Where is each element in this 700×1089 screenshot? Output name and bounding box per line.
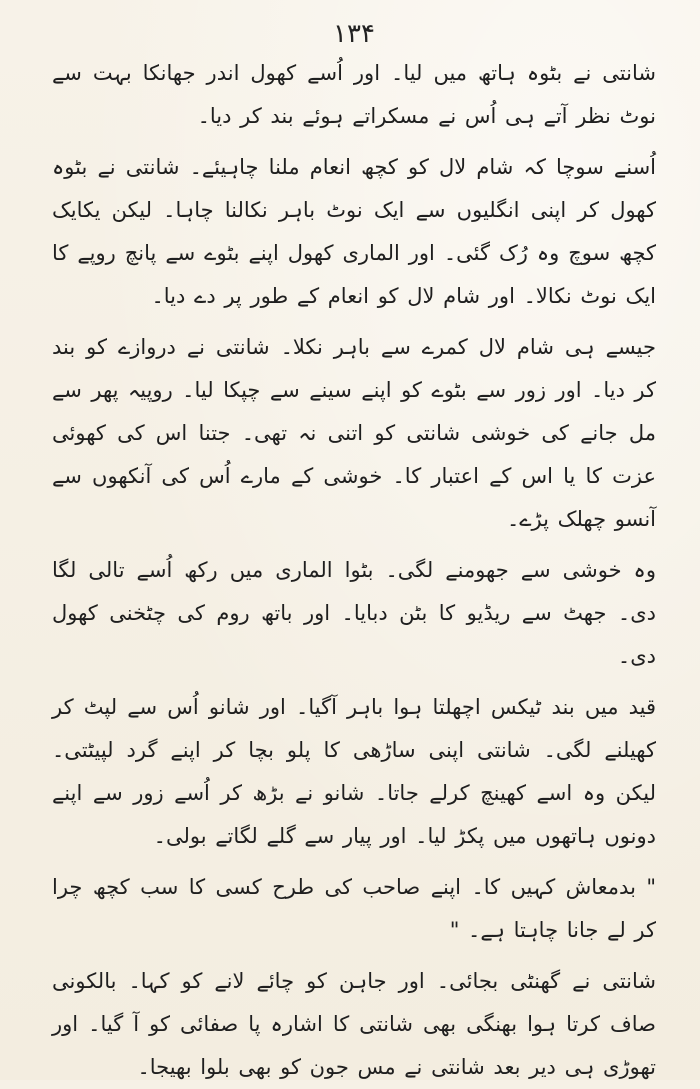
paragraph: قید میں بند ٹیکس اچھلتا ہوا باہر آگیا۔ اور شانو اُس سے لپٹ کر کھیلنے لگی۔ شانتی اپنی ساڑھی کا پلو بچا کر اپنے گرد لپیٹتی۔ لیکن وہ اسے کھینچ کرلے جاتا۔ شانو نے بڑھ کر اُسے زور سے اپنے دونوں ہاتھوں میں پکڑ لیا۔ اور پیار سے گلے لگاتے بولی۔ — [52, 695, 656, 848]
paragraph: شانتی نے بٹوہ ہاتھ میں لیا۔ اور اُسے کھول اندر جھانکا بہت سے نوٹ نظر آتے ہی اُس نے مسکراتے ہوئے بند کر دیا۔ — [52, 61, 656, 128]
body-text — [52, 52, 656, 1089]
paragraph: شانتی نے گھنٹی بجائی۔ اور جاہن کو چائے لانے کو کہا۔ بالکونی صاف کرتا ہوا بھنگی بھی شانتی کا اشارہ پا صفائی کو آ گیا۔ اور تھوڑی ہی دیر بعد شانتی نے مس جون کو بھی بلوا بھیجا۔ — [52, 969, 656, 1079]
page-number: ۱۳۴ — [333, 19, 375, 49]
paragraph: " بدمعاش کہیں کا۔ اپنے صاحب کی طرح کسی کا سب کچھ چرا کر لے جانا چاہتا ہے۔ " — [52, 875, 656, 942]
paragraph: اُسنے سوچا کہ شام لال کو کچھ انعام ملنا چاہیئے۔ شانتی نے بٹوہ کھول کر اپنی انگلیوں سے ایک نوٹ باہر نکالنا چاہا۔ لیکن یکایک کچھ سوچ وہ رُک گئی۔ اور الماری کھول اپنے بٹوے سے پانچ روپے کا ایک نوٹ نکالا۔ اور شام لال کو انعام کے طور پر دے دیا۔ — [52, 155, 656, 308]
paragraph: وہ خوشی سے جھومنے لگی۔ بٹوا الماری میں رکھ اُسے تالی لگا دی۔ جھٹ سے ریڈیو کا بٹن دبایا۔ اور باتھ روم کی چٹخنی کھول دی۔ — [52, 558, 656, 668]
paragraph: جیسے ہی شام لال کمرے سے باہر نکلا۔ شانتی نے دروازے کو بند کر دیا۔ اور زور سے بٹوے کو اپنے سینے سے چپکا لیا۔ روپیہ پھر سے مل جانے کی خوشی شانتی کو اتنی نہ تھی۔ جتنا اس کی کھوئی عزت کا یا اس کے اعتبار کا۔ خوشی کے مارے اُس کی آنکھوں سے آنسو چھلک پڑے۔ — [52, 335, 656, 531]
